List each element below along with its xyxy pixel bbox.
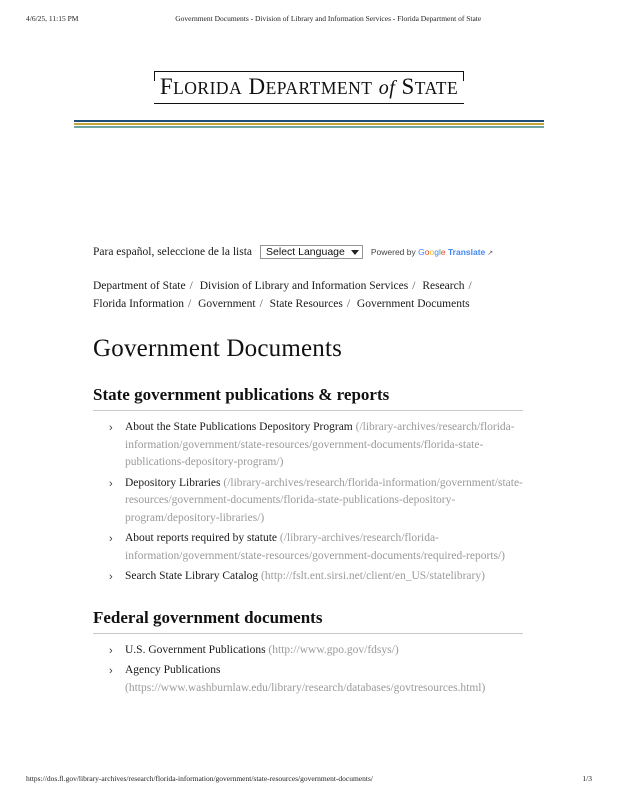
florida-dos-logo[interactable] bbox=[154, 74, 464, 100]
breadcrumb-item-0[interactable]: Department of State bbox=[93, 280, 186, 292]
chevron-right-icon: › bbox=[109, 644, 113, 657]
page-title: Government Documents bbox=[93, 335, 343, 362]
link-url: (https://www.washburnlaw.edu/library/research/databases/govtresources.html) bbox=[125, 681, 486, 694]
print-footer bbox=[0, 774, 618, 783]
external-link-icon: ↗ bbox=[487, 250, 494, 257]
print-page-number: 1/3 bbox=[582, 774, 592, 783]
logo-lorida: LORIDA bbox=[173, 78, 243, 98]
translate-word: Translate bbox=[447, 247, 486, 257]
powered-by-label: Powered by bbox=[370, 247, 416, 257]
breadcrumb bbox=[93, 277, 493, 313]
print-date: 4/6/25, 11:15 PM bbox=[26, 14, 79, 23]
language-select-value: Select Language bbox=[266, 246, 345, 258]
chevron-right-icon: › bbox=[109, 571, 113, 583]
logo-d: D bbox=[248, 74, 266, 99]
print-footer-url: https://dos.fl.gov/library-archives/research/florida-information/government/state-resources/government-documents/ bbox=[26, 774, 373, 783]
link-list-state bbox=[93, 419, 529, 586]
section-heading-state: State government publications & reports bbox=[93, 385, 523, 411]
breadcrumb-item-2[interactable]: Research bbox=[422, 280, 465, 292]
print-header bbox=[0, 14, 618, 23]
logo-s: S bbox=[401, 74, 415, 99]
list-item[interactable] bbox=[93, 642, 529, 660]
breadcrumb-item-1[interactable]: Division of Library and Information Services bbox=[199, 280, 409, 292]
breadcrumb-sep-2: / bbox=[468, 280, 472, 292]
language-select[interactable] bbox=[260, 245, 363, 259]
chevron-right-icon: › bbox=[109, 422, 113, 434]
link-url: (http://www.gpo.gov/fdsys/) bbox=[268, 643, 399, 656]
link-url: (/library-archives/research/florida-information/government/state-resources/government-documents/florida-state-publications-depository-program/depository-libraries/) bbox=[125, 476, 523, 524]
breadcrumb-sep-4: / bbox=[259, 298, 263, 310]
breadcrumb-item-5[interactable]: State Resources bbox=[269, 298, 343, 310]
logo-tate: TATE bbox=[414, 78, 459, 98]
logo-rule-cap-right bbox=[463, 72, 464, 81]
link-url: (http://fslt.ent.sirsi.net/client/en_US/statelibrary) bbox=[261, 570, 485, 582]
list-item[interactable] bbox=[93, 530, 529, 565]
link-text[interactable]: Agency Publications bbox=[125, 664, 221, 676]
chevron-right-icon: › bbox=[109, 665, 113, 677]
logo-rule-top bbox=[154, 71, 464, 72]
link-text[interactable]: About the State Publications Depository Program bbox=[125, 421, 353, 433]
breadcrumb-item-6: Government Documents bbox=[356, 298, 470, 310]
list-item[interactable] bbox=[93, 419, 529, 472]
translate-bar bbox=[93, 243, 529, 261]
breadcrumb-item-4[interactable]: Government bbox=[198, 298, 256, 310]
breadcrumb-sep-3: / bbox=[188, 298, 192, 310]
chevron-right-icon: › bbox=[109, 477, 113, 490]
link-url: (/library-archives/research/florida-information/government/state-resources/government-documents/florida-state-publications-depository-program/) bbox=[125, 421, 515, 468]
link-list-federal bbox=[93, 642, 529, 698]
chevron-right-icon: › bbox=[109, 533, 113, 545]
print-document-title: Government Documents - Division of Library and Information Services - Florida Department of State bbox=[175, 14, 482, 23]
breadcrumb-sep-0: / bbox=[189, 280, 193, 292]
page-content bbox=[93, 243, 529, 700]
list-item[interactable] bbox=[93, 475, 529, 528]
link-text[interactable]: U.S. Government Publications bbox=[125, 643, 266, 656]
breadcrumb-sep-1: / bbox=[412, 280, 416, 292]
link-url: (/library-archives/research/florida-information/government/state-resources/government-documents/required-reports/) bbox=[125, 532, 506, 562]
google-wordmark: Google bbox=[418, 247, 446, 257]
link-text[interactable]: About reports required by statute bbox=[125, 532, 278, 544]
list-item[interactable] bbox=[93, 568, 529, 586]
logo-rule-bottom bbox=[154, 103, 464, 104]
logo-rule-cap-left bbox=[154, 72, 155, 81]
breadcrumb-sep-5: / bbox=[346, 298, 351, 310]
breadcrumb-item-3[interactable]: Florida Information bbox=[93, 298, 185, 310]
stripe-teal bbox=[74, 126, 544, 128]
google-translate-attribution[interactable] bbox=[371, 247, 493, 257]
logo-f: F bbox=[159, 74, 174, 99]
logo-of: of bbox=[378, 77, 396, 99]
link-text[interactable]: Depository Libraries bbox=[125, 476, 221, 489]
site-masthead bbox=[0, 74, 618, 100]
logo-epartment: EPARTMENT bbox=[265, 78, 373, 98]
chevron-down-icon bbox=[351, 250, 359, 255]
section-heading-federal: Federal government documents bbox=[93, 608, 523, 634]
logo-text bbox=[160, 74, 458, 100]
link-text[interactable]: Search State Library Catalog bbox=[125, 570, 259, 582]
list-item[interactable] bbox=[93, 662, 529, 697]
translate-label: Para español, seleccione de la lista bbox=[93, 246, 253, 258]
decorative-stripes bbox=[74, 120, 544, 128]
